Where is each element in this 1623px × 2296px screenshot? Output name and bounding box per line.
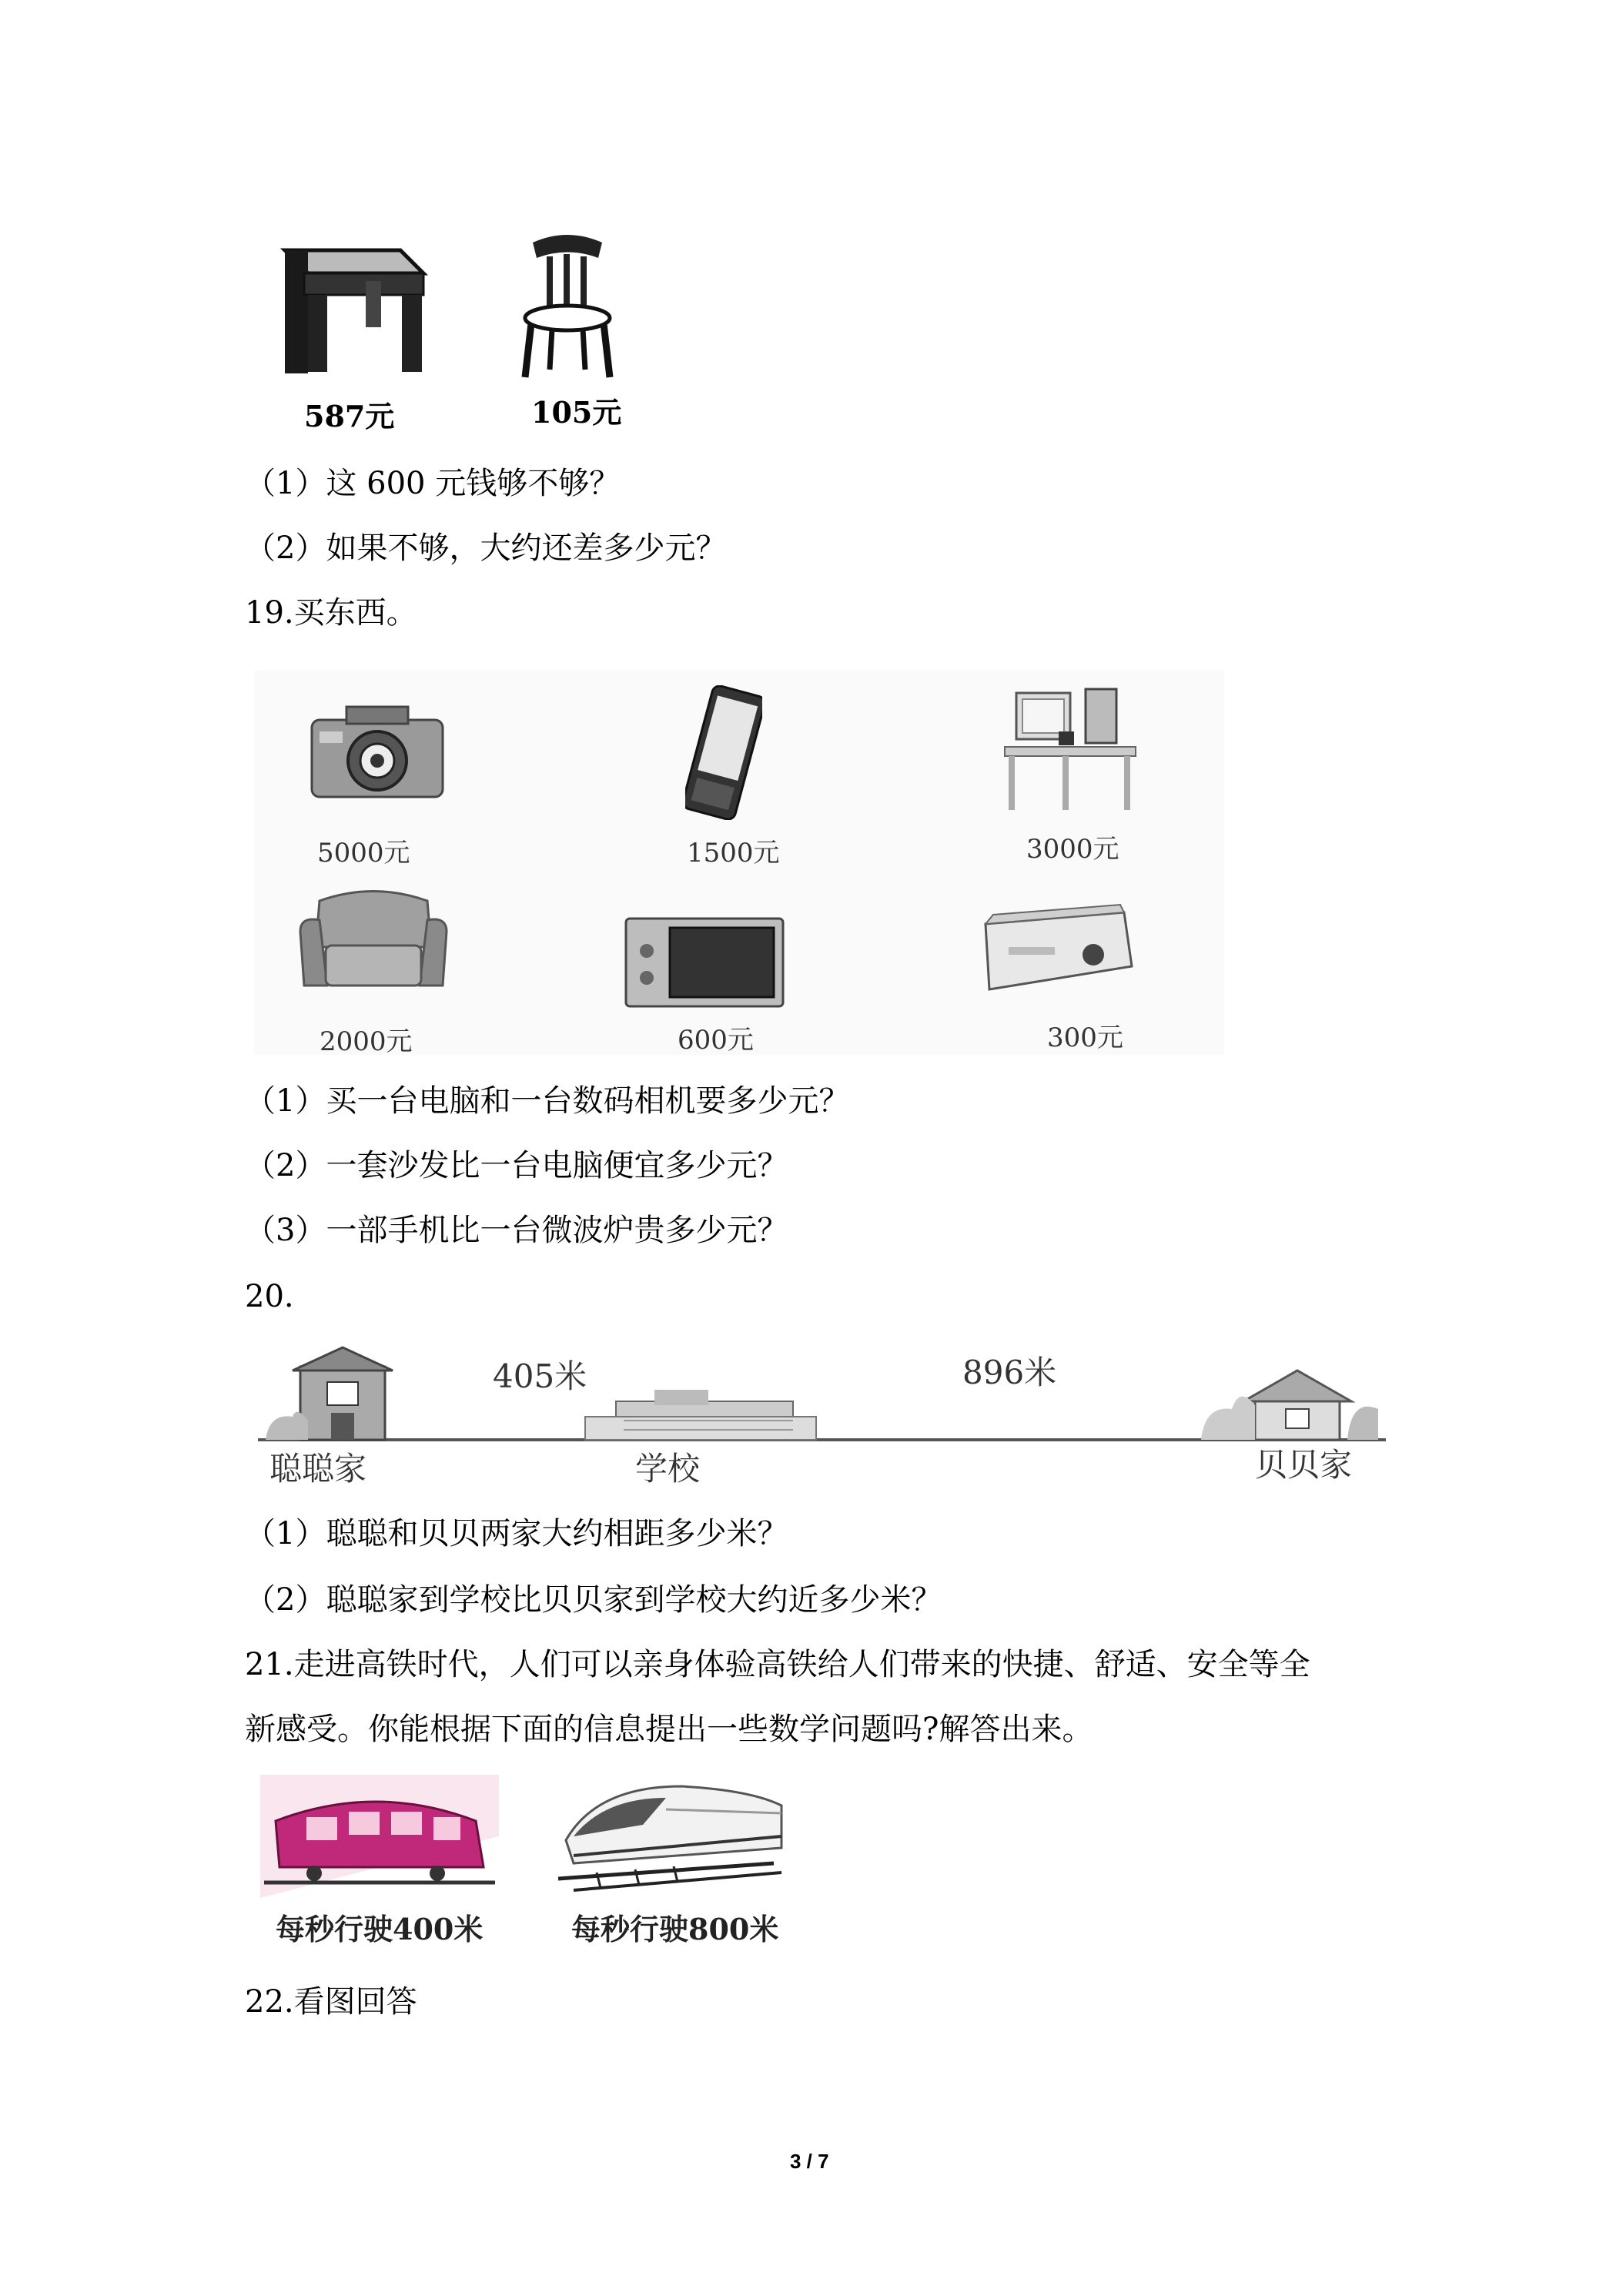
q19-sub2: （2）一套沙发比一台电脑便宜多少元？ [245,1148,788,1183]
sofa-price: 2000元 [320,1026,413,1057]
label-beibei-home: 贝贝家 [1255,1446,1353,1484]
label-school: 学校 [635,1450,701,1488]
high-speed-train-image [550,1771,789,1902]
shopping-items-panel [254,670,1224,1055]
computer-image [1001,685,1139,816]
q19-sub3: （3）一部手机比一台微波炉贵多少元？ [245,1213,788,1248]
projector-icon [970,901,1139,1001]
sofa-icon [296,885,450,1001]
q22-title: 22.看图回答 [245,1984,417,2020]
microwave-icon [624,916,785,1009]
q19-title: 19.买东西。 [245,595,417,631]
microwave-price: 600元 [678,1025,754,1056]
projector-price: 300元 [1047,1022,1123,1053]
camera-image [308,701,447,801]
house-right-icon [1201,1371,1378,1440]
school-icon [585,1390,816,1440]
q20-title: 20. [245,1279,294,1314]
phone-image [685,685,762,820]
high-speed-train-icon [550,1771,789,1902]
q18-sub1: （1）这 600 元钱够不够？ [245,466,621,501]
camera-icon [308,701,447,801]
regular-train-image [260,1775,499,1898]
page-number: 3 / 7 [790,2150,829,2173]
q21-line2: 新感受。你能根据下面的信息提出一些数学问题吗?解答出来。 [245,1712,1093,1747]
q21-line1: 21.走进高铁时代，人们可以亲身体验高铁给人们带来的快捷、舒适、安全等全 [245,1647,1310,1682]
camera-price: 5000元 [317,838,410,869]
table-image [269,235,431,373]
chair-image [517,227,617,381]
q19-sub1: （1）买一台电脑和一台数码相机要多少元？ [245,1083,850,1119]
chair-icon [517,227,617,381]
q20-sub1: （1）聪聪和贝贝两家大约相距多少米？ [245,1516,788,1551]
projector-image [970,901,1139,1001]
train-icon [260,1775,499,1898]
train1-speed: 每秒行驶400米 [276,1912,484,1946]
sofa-image [296,885,450,1001]
computer-icon [1001,685,1139,816]
q18-sub2: （2）如果不够，大约还差多少元？ [245,530,727,566]
label-congcong-home: 聪聪家 [269,1450,367,1488]
table-icon [269,235,431,373]
q20-sub2: （2）聪聪家到学校比贝贝家到学校大约近多少米？ [245,1582,942,1618]
table-price: 587元 [304,399,395,433]
microwave-image [624,916,785,1009]
chair-price: 105元 [531,395,622,430]
distance-label-405: 405米 [493,1357,587,1395]
phone-price: 1500元 [687,838,780,869]
distance-label-896: 896米 [962,1354,1057,1391]
distance-diagram [254,1344,1394,1490]
house-left-icon [266,1347,393,1440]
phone-icon [685,685,762,820]
computer-price: 3000元 [1026,834,1119,865]
train2-speed: 每秒行驶800米 [571,1912,779,1946]
